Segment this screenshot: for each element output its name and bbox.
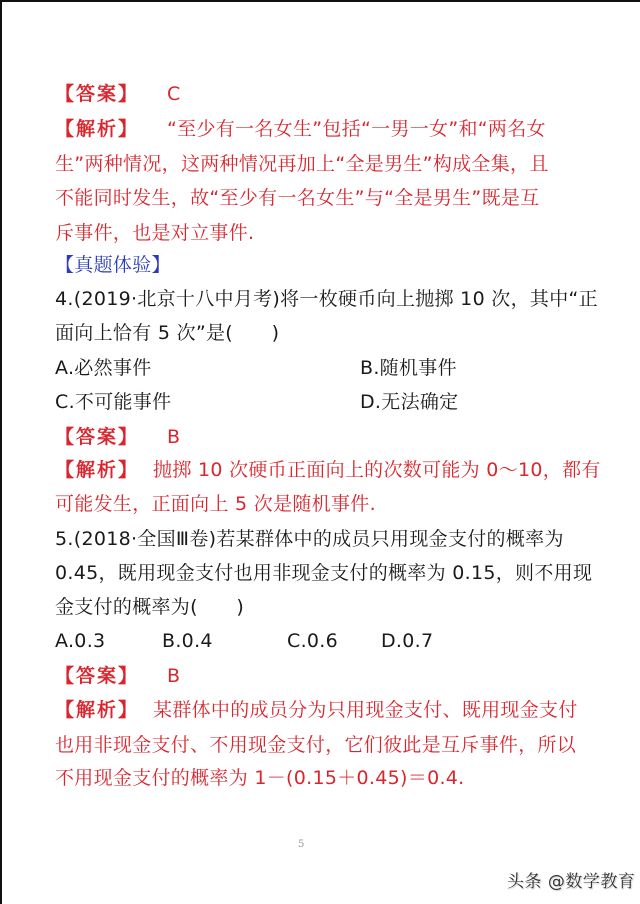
q3-analysis-line-1 bbox=[55, 112, 546, 146]
q3-analysis-line-4: 斥事件，也是对立事件. bbox=[55, 222, 255, 244]
answer-tag: 【答案】 bbox=[55, 426, 140, 448]
q4-analysis-line-1 bbox=[55, 453, 601, 487]
page-number: 5 bbox=[298, 839, 305, 850]
q5-option-d: D.0.7 bbox=[381, 630, 434, 652]
q4-answer bbox=[55, 420, 180, 454]
analysis-tag: 【解析】 bbox=[55, 118, 140, 140]
q5-option-a: A.0.3 bbox=[55, 630, 106, 652]
q4-option-d: D.无法确定 bbox=[360, 391, 459, 413]
analysis-text: “至少有一名女生”包括“一男一女”和“两名女 bbox=[167, 118, 546, 140]
answer-value: B bbox=[167, 665, 181, 687]
watermark: 头条 @数学教育 bbox=[507, 872, 636, 892]
q5-stem-line-2: 0.45，既用现金支付也用非现金支付的概率为 0.15，则不用现 bbox=[55, 562, 593, 584]
q5-answer bbox=[55, 659, 180, 693]
analysis-text: 抛掷 10 次硬币正面向上的次数可能为 0～10，都有 bbox=[153, 459, 601, 481]
q3-analysis-line-3: 不能同时发生，故“至少有一名女生”与“全是男生”既是互 bbox=[55, 187, 540, 209]
q4-option-c: C.不可能事件 bbox=[55, 391, 172, 413]
analysis-text: 某群体中的成员分为只用现金支付、既用现金支付 bbox=[153, 699, 578, 721]
q5-analysis-line-2: 也用非现金支付、不用现金支付，它们彼此是互斥事件，所以 bbox=[55, 734, 577, 756]
q5-options-row bbox=[55, 624, 615, 658]
q4-stem-line-1: 4.(2019·北京十八中月考)将一枚硬币向上抛掷 10 次，其中“正 bbox=[55, 288, 598, 310]
page-border-left bbox=[0, 0, 2, 904]
q4-analysis-line-2: 可能发生，正面向上 5 次是随机事件. bbox=[55, 493, 376, 515]
q4-options-row-1 bbox=[55, 351, 615, 385]
answer-value: C bbox=[167, 83, 181, 105]
q5-option-b: B.0.4 bbox=[162, 630, 213, 652]
analysis-tag: 【解析】 bbox=[55, 699, 140, 721]
q3-analysis-line-2: 生”两种情况，这两种情况再加上“全是男生”构成全集，且 bbox=[55, 153, 549, 175]
section-title: 【真题体验】 bbox=[55, 254, 171, 276]
answer-tag: 【答案】 bbox=[55, 665, 140, 687]
page-border-top bbox=[0, 0, 640, 2]
answer-value: B bbox=[167, 426, 181, 448]
answer-tag: 【答案】 bbox=[55, 83, 140, 105]
q5-stem-line-1: 5.(2018·全国Ⅲ卷)若某群体中的成员只用现金支付的概率为 bbox=[55, 528, 564, 550]
q4-options-row-2 bbox=[55, 385, 615, 419]
q4-option-b: B.随机事件 bbox=[360, 357, 457, 379]
q5-stem-line-3: 金支付的概率为( ) bbox=[55, 596, 245, 618]
q4-option-a: A.必然事件 bbox=[55, 357, 152, 379]
q4-stem-line-2: 面向上恰有 5 次”是( ) bbox=[55, 322, 280, 344]
q3-answer bbox=[55, 77, 181, 111]
q5-analysis-line-1 bbox=[55, 693, 578, 727]
analysis-tag: 【解析】 bbox=[55, 459, 140, 481]
q5-analysis-line-3: 不用现金支付的概率为 1－(0.15＋0.45)＝0.4. bbox=[55, 767, 465, 789]
q5-option-c: C.0.6 bbox=[287, 630, 339, 652]
